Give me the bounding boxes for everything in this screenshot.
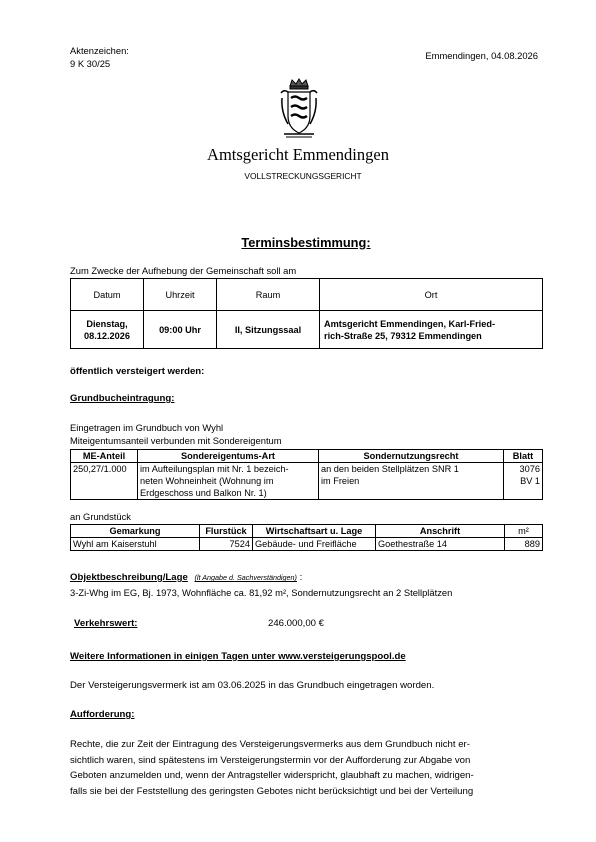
- land-register-heading: Grundbucheintragung:: [70, 393, 175, 404]
- ownership-sheet-number: 3076: [519, 464, 540, 474]
- place-date: Emmendingen, 04.08.2026: [425, 50, 538, 61]
- ownership-type-line: im Aufteilungsplan mit Nr. 1 bezeich-: [140, 464, 289, 474]
- schedule-date-weekday: Dienstag,: [86, 318, 128, 329]
- schedule-time: 09:00 Uhr: [144, 311, 217, 349]
- request-line: falls sie bei der Feststellung des geringsten Gebotes nicht berücksichtigt und bei der Verteilung: [70, 785, 474, 797]
- ownership-table: [70, 449, 543, 500]
- file-reference: [70, 44, 129, 70]
- ownership-header-sheet: Blatt: [504, 450, 543, 463]
- object-note: (lt Angabe d. Sachverständigen): [194, 573, 297, 582]
- plot-header-address: Anschrift: [376, 525, 505, 538]
- market-value-label: Verkehrswert:: [74, 618, 138, 629]
- schedule-room: II, Sitzungssaal: [217, 311, 320, 349]
- request-line: Geboten anzumelden und, wenn der Antragsteller widerspricht, glaubhaft zu machen, widrigen-: [70, 770, 474, 781]
- plot-district: Wyhl am Kaiserstuhl: [71, 538, 200, 551]
- file-label: Aktenzeichen:: [70, 45, 129, 56]
- plot-table: [70, 524, 543, 551]
- schedule-place-line2: rich-Straße 25, 79312 Emmendingen: [324, 330, 482, 341]
- schedule-header-date: Datum: [71, 279, 144, 311]
- plot-header-area: m²: [505, 525, 543, 538]
- ownership-sheet: [504, 463, 543, 500]
- request-heading: Aufforderung:: [70, 709, 135, 720]
- object-description: 3-Zi-Whg im EG, Bj. 1973, Wohnfläche ca. 81,92 m², Sondernutzungsrecht an 2 Stellplätzen: [70, 587, 453, 598]
- ownership-type: [138, 463, 319, 500]
- plot-header-use: Wirtschaftsart u. Lage: [253, 525, 376, 538]
- schedule-table: [70, 278, 543, 349]
- plot-label: an Grundstück: [70, 511, 131, 522]
- court-name: Amtsgericht Emmendingen: [207, 145, 389, 164]
- plot-address: Goethestraße 14: [376, 538, 505, 551]
- ownership-usage: [319, 463, 504, 500]
- schedule-place-line1: Amtsgericht Emmendingen, Karl-Fried-: [324, 318, 496, 329]
- ownership-share: 250,27/1.000: [71, 463, 138, 500]
- schedule-header-room: Raum: [217, 279, 320, 311]
- schedule-place: [320, 311, 543, 349]
- ownership-type-line: neten Wohneinheit (Wohnung im: [140, 476, 274, 486]
- plot-parcel: 7524: [200, 538, 253, 551]
- request-text: [70, 737, 530, 799]
- plot-use: Gebäude- und Freifläche: [253, 538, 376, 551]
- ownership-usage-line: an den beiden Stellplätzen SNR 1: [321, 464, 459, 474]
- more-info: Weitere Informationen in einigen Tagen unter www.versteigerungspool.de: [70, 651, 406, 662]
- plot-header-district: Gemarkung: [71, 525, 200, 538]
- intro-text: Zum Zwecke der Aufhebung der Gemeinschaft soll am: [70, 265, 297, 276]
- schedule-header-place: Ort: [320, 279, 543, 311]
- object-heading: Objektbeschreibung/Lage: [70, 572, 188, 583]
- registration-note: Der Versteigerungsvermerk ist am 03.06.2025 in das Grundbuch eingetragen worden.: [70, 680, 435, 691]
- request-line: Rechte, die zur Zeit der Eintragung des Versteigerungsvermerks aus dem Grundbuch nicht er-: [70, 739, 470, 750]
- file-number: 9 K 30/25: [70, 58, 111, 69]
- coat-of-arms-icon: [280, 78, 318, 140]
- request-line: sichtlich waren, sind spätestens im Versteigerungstermin vor der Aufforderung zur Abgabe von: [70, 754, 471, 766]
- land-register-text: [70, 421, 282, 447]
- plot-area: 889: [505, 538, 543, 551]
- ownership-sheet-bv: BV 1: [520, 476, 540, 486]
- ownership-header-usage: Sondernutzungsrecht: [319, 450, 504, 463]
- ownership-usage-line: im Freien: [321, 476, 360, 486]
- object-colon: :: [299, 572, 303, 583]
- ownership-header-share: ME-Anteil: [71, 450, 138, 463]
- land-register-line1: Eingetragen im Grundbuch von Wyhl: [70, 422, 224, 433]
- ownership-type-line: Erdgeschoss und Balkon Nr. 1): [140, 488, 267, 498]
- object-heading-line: [70, 572, 302, 583]
- schedule-header-time: Uhrzeit: [144, 279, 217, 311]
- court-division: VOLLSTRECKUNGSGERICHT: [244, 171, 362, 181]
- land-register-line2: Miteigentumsanteil verbunden mit Sondereigentum: [70, 435, 282, 446]
- schedule-date-value: 08.12.2026: [84, 330, 130, 341]
- document-title: Terminsbestimmung:: [241, 235, 371, 250]
- auction-phrase: öffentlich versteigert werden:: [70, 366, 205, 377]
- plot-header-parcel: Flurstück: [200, 525, 253, 538]
- market-value: 246.000,00 €: [268, 618, 325, 629]
- schedule-date: [71, 311, 144, 349]
- ownership-header-type: Sondereigentums-Art: [138, 450, 319, 463]
